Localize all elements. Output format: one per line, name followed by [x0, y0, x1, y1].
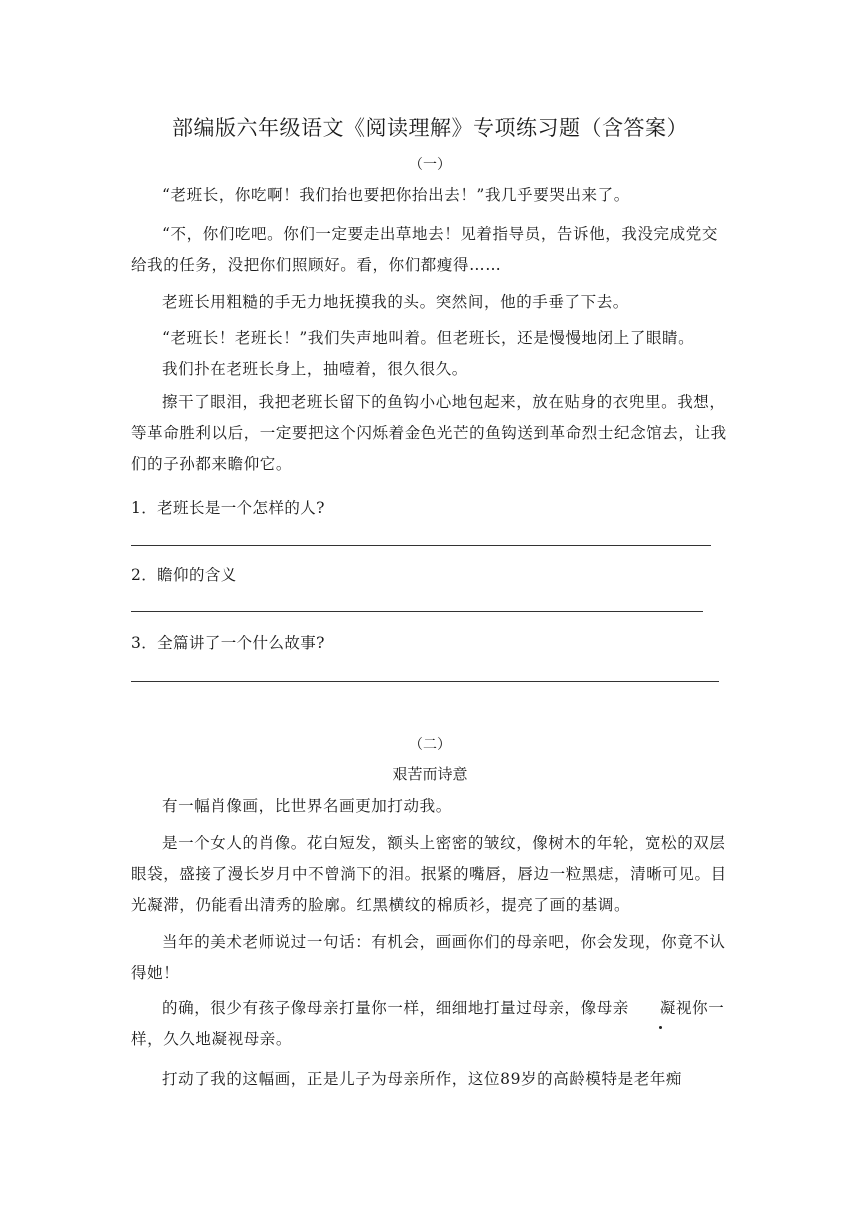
paragraph-text: 的确，很少有孩子像母亲打量你一样，细细地打量过母亲，像母亲 — [162, 999, 629, 1017]
paragraph: 打动了我的这幅画，正是儿子为母亲所作，这位89岁的高龄模特是老年痴 — [162, 1070, 683, 1088]
passage-title: 艰苦而诗意 — [392, 765, 468, 783]
question-3: 3．全篇讲了一个什么故事? — [131, 634, 325, 652]
paragraph-text: 你一样，久久地凝视母亲。 — [131, 999, 725, 1048]
section-number: （一） — [409, 157, 451, 173]
section-number: （二） — [409, 737, 451, 753]
paragraph: “老班长，你吃啊！我们抬也要把你抬出去！”我几乎要哭出来了。 — [162, 186, 630, 204]
paragraph: 我们扑在老班长身上，抽噎着，很久很久。 — [162, 360, 468, 378]
answer-line[interactable] — [131, 611, 703, 612]
paragraph: 是一个女人的肖像。花白短发，额头上密密的皱纹，像树木的年轮，宽松的双层眼袋，盛接了漫长岁月中不曾淌下的泪。抿紧的嘴唇，唇边一粒黑痣，清晰可见。目光凝滞，仍能看出清秀的脸廓。红黑横纹的棉质衫，提亮了画的基调。 — [131, 834, 727, 914]
question-1: 1．老班长是一个怎样的人? — [131, 499, 325, 517]
paragraph: 擦干了眼泪，我把老班长留下的鱼钩小心地包起来，放在贴身的衣兜里。我想，等革命胜利以后，一定要把这个闪烁着金色光芒的鱼钩送到革命烈士纪念馆去，让我们的子孙都来瞻仰它。 — [131, 393, 727, 473]
paragraph — [131, 993, 731, 1055]
question-2: 2．瞻仰的含义 — [131, 566, 237, 584]
paragraph: “老班长！老班长！”我们失声地叫着。但老班长，还是慢慢地闭上了眼睛。 — [162, 329, 695, 347]
answer-line[interactable] — [131, 545, 711, 546]
answer-line[interactable] — [131, 681, 719, 682]
document-title: 部编版六年级语文《阅读理解》专项练习题（含答案） — [172, 116, 688, 140]
paragraph: 有一幅肖像画，比世界名画更加打动我。 — [162, 797, 452, 815]
dotted-emphasis-word: 凝视 — [629, 993, 692, 1024]
paragraph: 当年的美术老师说过一句话：有机会，画画你们的母亲吧，你会发现，你竟不认得她！ — [131, 933, 726, 982]
paragraph: “不，你们吃吧。你们一定要走出草地去！见着指导员，告诉他，我没完成党交给我的任务，没把你们照顾好。看，你们都瘦得…… — [131, 225, 718, 274]
paragraph: 老班长用粗糙的手无力地抚摸我的头。突然间，他的手垂了下去。 — [162, 293, 629, 311]
